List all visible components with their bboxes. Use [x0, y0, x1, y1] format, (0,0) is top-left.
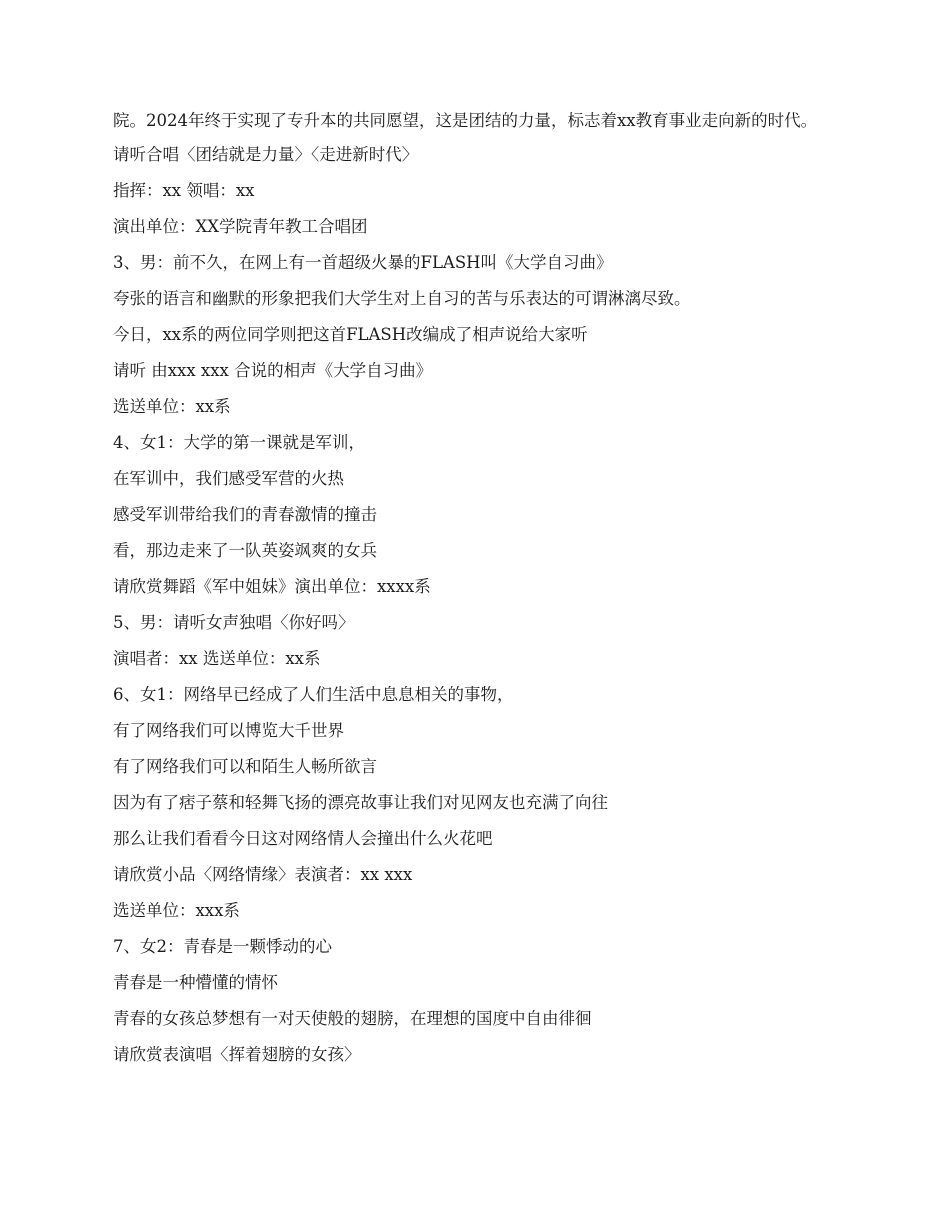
paragraph-item-3-heading: 3、男：前不久，在网上有一首超级火暴的FLASH叫《大学自习曲》	[113, 253, 613, 272]
paragraph-line: 感受军训带给我们的青春激情的撞击	[113, 505, 377, 524]
paragraph-line: 请欣赏舞蹈《军中姐妹》演出单位：xxxx系	[113, 577, 431, 596]
paragraph-line: 在军训中，我们感受军营的火热	[113, 469, 344, 488]
document-body	[113, 110, 843, 1080]
paragraph-line: 选送单位：xxx系	[113, 901, 240, 920]
paragraph-line: 选送单位：xx系	[113, 397, 231, 416]
paragraph-line: 演唱者：xx 选送单位：xx系	[113, 649, 321, 668]
paragraph-performing-unit: 演出单位：XX学院青年教工合唱团	[113, 217, 368, 236]
paragraph-item-4-heading: 4、女1：大学的第一课就是军训，	[113, 433, 365, 452]
paragraph-line: 请欣赏表演唱〈挥着翅膀的女孩〉	[113, 1045, 361, 1064]
paragraph-line: 青春是一种懵懂的情怀	[113, 973, 278, 992]
paragraph-line: 有了网络我们可以博览大千世界	[113, 721, 344, 740]
paragraph-item-5-heading: 5、男：请听女声独唱〈你好吗〉	[113, 613, 355, 632]
paragraph-line: 那么让我们看看今日这对网络情人会撞出什么火花吧	[113, 829, 493, 848]
paragraph-line: 青春的女孩总梦想有一对天使般的翅膀，在理想的国度中自由徘徊	[113, 1009, 592, 1028]
paragraph-line: 今日，xx系的两位同学则把这首FLASH改编成了相声说给大家听	[113, 325, 588, 344]
paragraph-item-6-heading: 6、女1：网络早已经成了人们生活中息息相关的事物，	[113, 685, 514, 704]
paragraph-line: 因为有了痞子蔡和轻舞飞扬的漂亮故事让我们对见网友也充满了向往	[113, 793, 608, 812]
paragraph-intro-continuation: 院。2024年终于实现了专升本的共同愿望，这是团结的力量，标志着xx教育事业走向新的时代。	[113, 111, 818, 130]
paragraph-conductor: 指挥：xx 领唱：xx	[113, 181, 255, 200]
paragraph-item-7-heading: 7、女2：青春是一颗悸动的心	[113, 937, 332, 956]
paragraph-line: 有了网络我们可以和陌生人畅所欲言	[113, 757, 377, 776]
paragraph-line: 夸张的语言和幽默的形象把我们大学生对上自习的苦与乐表达的可谓淋漓尽致。	[113, 289, 691, 308]
paragraph-line: 看，那边走来了一队英姿飒爽的女兵	[113, 541, 377, 560]
paragraph-line: 请欣赏小品〈网络情缘〉表演者：xx xxx	[113, 865, 413, 884]
paragraph-line: 请听 由xxx xxx 合说的相声《大学自习曲》	[113, 361, 433, 380]
paragraph-chorus-announcement: 请听合唱〈团结就是力量〉〈走进新时代〉	[113, 145, 419, 164]
